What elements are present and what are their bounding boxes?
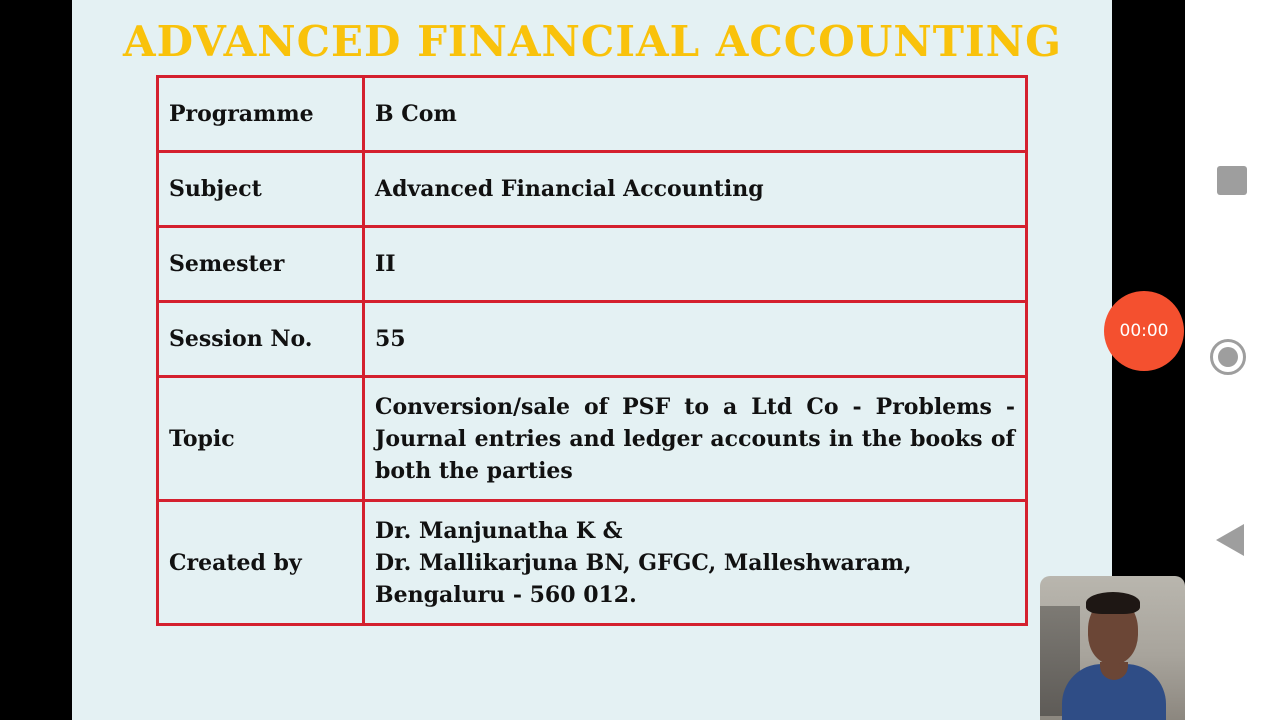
row-value-subject: Advanced Financial Accounting: [364, 152, 1027, 227]
row-value-semester: II: [364, 227, 1027, 302]
table-row: [158, 77, 1027, 152]
course-info-table: [156, 75, 1028, 626]
recents-square-icon[interactable]: [1217, 166, 1247, 195]
table-row: [158, 377, 1027, 501]
recording-timer-button[interactable]: 00:00: [1104, 291, 1184, 371]
row-value-session: 55: [364, 302, 1027, 377]
author-line-3: Bengaluru - 560 012.: [375, 581, 637, 608]
home-circle-icon[interactable]: [1210, 339, 1246, 375]
table-row: [158, 152, 1027, 227]
presenter-hair: [1086, 592, 1140, 614]
row-label-created-by: Created by: [158, 501, 364, 625]
table-row: [158, 302, 1027, 377]
topic-text: Conversion/sale of PSF to a Ltd Co - Problems - Journal entries and ledger accounts in the books of both the parties: [375, 393, 1015, 484]
author-line-2: Dr. Mallikarjuna BN, GFGC, Malleshwaram,: [375, 549, 912, 576]
row-label-subject: Subject: [158, 152, 364, 227]
row-label-semester: Semester: [158, 227, 364, 302]
row-value-created-by: [364, 501, 1027, 625]
row-label-session: Session No.: [158, 302, 364, 377]
table-row: [158, 227, 1027, 302]
back-triangle-icon[interactable]: [1216, 524, 1244, 556]
table-row: [158, 501, 1027, 625]
row-value-programme: B Com: [364, 77, 1027, 152]
author-line-1: Dr. Manjunatha K &: [375, 517, 623, 544]
slide-title: ADVANCED FINANCIAL ACCOUNTING: [123, 17, 1062, 66]
row-label-programme: Programme: [158, 77, 364, 152]
row-label-topic: Topic: [158, 377, 364, 501]
webcam-overlay[interactable]: [1040, 576, 1185, 720]
row-value-topic: [364, 377, 1027, 501]
